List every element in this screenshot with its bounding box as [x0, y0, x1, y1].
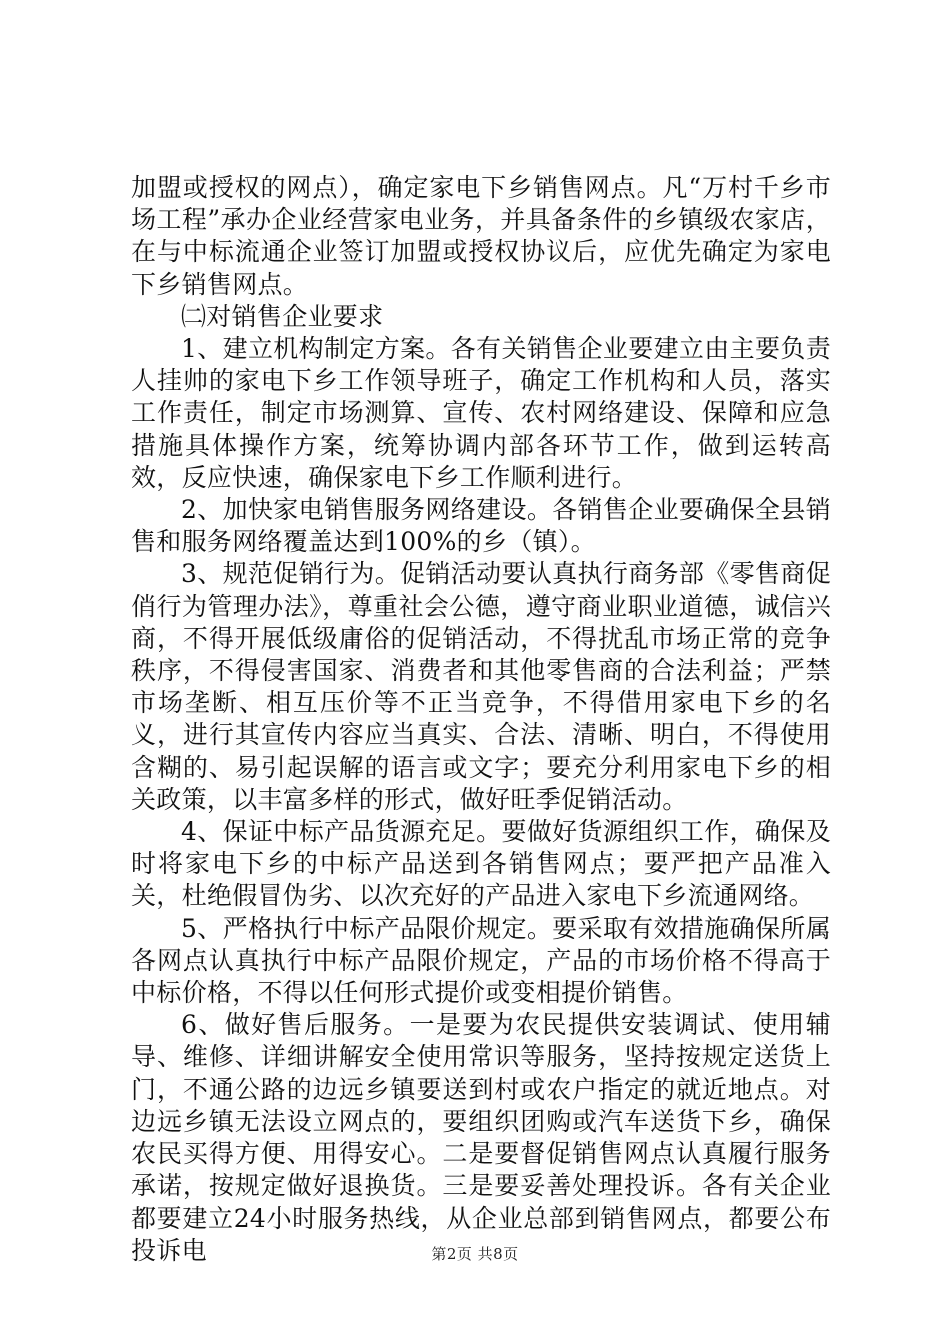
paragraph-item-4: 4、保证中标产品货源充足。要做好货源组织工作，确保及时将家电下乡的中标产品送到各销售网点；要严把产品准入关，杜绝假冒伪劣、以次充好的产品进入家电下乡流通网络。: [131, 817, 831, 911]
paragraph-item-5: 5、严格执行中标产品限价规定。要采取有效措施确保所属各网点认真执行中标产品限价规定，产品的市场价格不得高于中标价格，不得以任何形式提价或变相提价销售。: [131, 913, 831, 1008]
section-heading: ㈡对销售企业要求: [181, 301, 384, 331]
page-footer: 第2页 共8页: [431, 1245, 519, 1263]
paragraph-item-2: 2、加快家电销售服务网络建设。各销售企业要确保全县销售和服务网络覆盖达到100%的乡（镇）。: [131, 495, 831, 557]
document-body: [131, 172, 831, 1267]
paragraph-item-1: 1、建立机构制定方案。各有关销售企业要建立由主要负责人挂帅的家电下乡工作领导班子，确定工作机构和人员，落实工作责任，制定市场测算、宣传、农村网络建设、保障和应急措施具体操作方案，统筹协调内部各环节工作，做到运转高效，反应快速，确保家电下乡工作顺利进行。: [131, 334, 831, 492]
paragraph-item-3: 3、规范促销行为。促销活动要认真执行商务部《零售商促俏行为管理办法》，尊重社会公德，遵守商业职业道德，诚信兴商，不得开展低级庸俗的促销活动，不得扰乱市场正常的竞争秩序，不得侵害国家、消费者和其他零售商的合法利益；严禁市场垄断、相互压价等不正当竞争，不得借用家电下乡的名义，进行其宣传内容应当真实、合法、清晰、明白，不得使用含糊的、易引起误解的语言或文字；要充分利用家电下乡的相关政策，以丰富多样的形式，做好旺季促销活动。: [131, 559, 831, 814]
paragraph-continuation: 加盟或授权的网点），确定家电下乡销售网点。凡“万村千乡市场工程”承办企业经营家电业务，并具备条件的乡镇级农家店，在与中标流通企业签订加盟或授权协议后，应优先确定为家电下乡销售网点。: [131, 173, 831, 299]
paragraph-item-6: 6、做好售后服务。一是要为农民提供安装调试、使用辅导、维修、详细讲解安全使用常识等服务，坚持按规定送货上门，不通公路的边远乡镇要送到村或农户指定的就近地点。对边远乡镇无法设立网点的，要组织团购或汽车送货下乡，确保农民买得方便、用得安心。二是要督促销售网点认真履行服务承诺，按规定做好退换货。三是要妥善处理投诉。各有关企业都要建立24小时服务热线，从企业总部到销售网点，都要公布投诉电: [131, 1010, 831, 1265]
